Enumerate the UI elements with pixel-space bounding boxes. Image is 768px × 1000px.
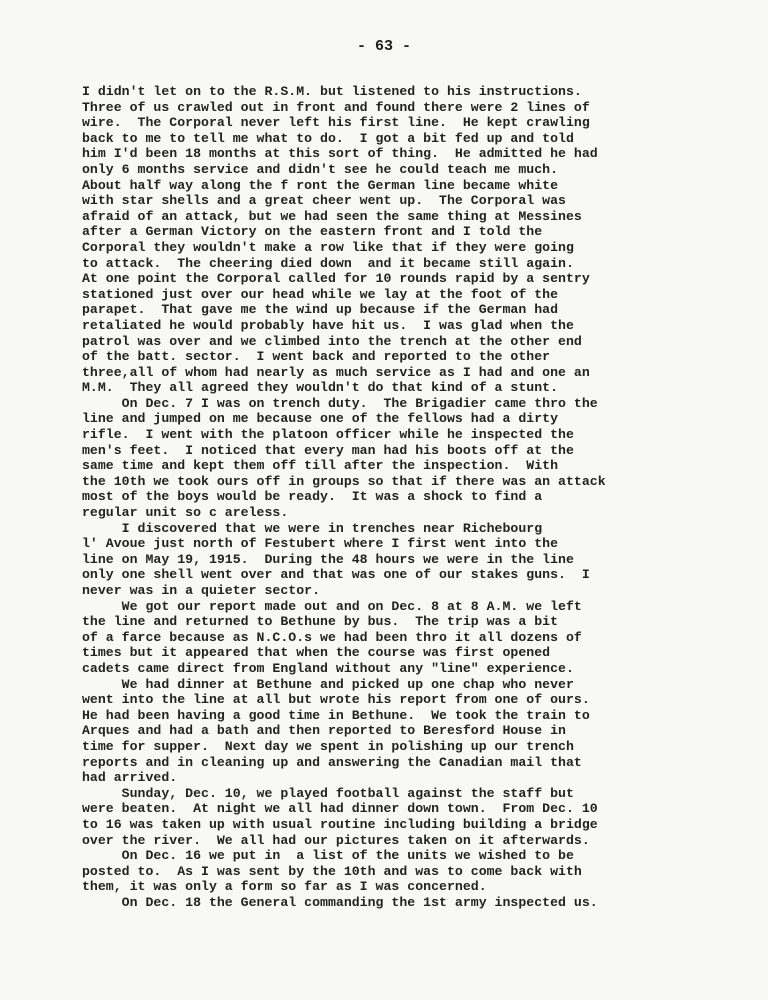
text-line: On Dec. 7 I was on trench duty. The Brigadier came thro the bbox=[82, 395, 598, 411]
text-line: of the batt. sector. I went back and reported to the other bbox=[82, 349, 551, 365]
text-line: cadets came direct from England without any "line" experience. bbox=[82, 660, 574, 676]
text-line: him I'd been 18 months at this sort of thing. He admitted he had bbox=[82, 146, 598, 162]
page-number: - 63 - bbox=[356, 38, 411, 55]
text-line: line and jumped on me because one of the fellows had a dirty bbox=[82, 411, 559, 427]
text-line: On Dec. 18 the General commanding the 1st army inspected us. bbox=[82, 894, 598, 910]
text-line: had arrived. bbox=[82, 770, 178, 786]
text-line: with star shells and a great cheer went up. The Corporal was bbox=[82, 193, 566, 209]
text-line: never was in a quieter sector. bbox=[82, 583, 321, 598]
text-line: parapet. That gave me the wind up because if the German had bbox=[82, 302, 559, 318]
text-line: back to me to tell me what to do. I got a bit fed up and told bbox=[82, 130, 574, 146]
text-line: At one point the Corporal called for 10 rounds rapid by a sentry bbox=[82, 271, 590, 287]
text-line: Arques and had a bath and then reported to Beresford House in bbox=[82, 723, 566, 739]
text-line: On Dec. 16 we put in a list of the units we wished to be bbox=[82, 848, 574, 864]
text-line: them, it was only a form so far as I was concerned. bbox=[82, 879, 487, 895]
text-line: stationed just over our head while we lay at the foot of the bbox=[82, 286, 559, 302]
text-line: l' Avoue just north of Festubert where I first went into the bbox=[82, 536, 559, 552]
text-line: time for supper. Next day we spent in polishing up our trench bbox=[82, 738, 574, 754]
text-line: He had been having a good time in Bethune. We took the train to bbox=[82, 707, 590, 723]
text-line: most of the boys would be ready. It was a shock to find a bbox=[82, 489, 543, 505]
body-text bbox=[82, 84, 722, 910]
text-line: Three of us crawled out in front and found there were 2 lines of bbox=[82, 99, 590, 115]
text-line: to 16 was taken up with usual routine including building a bridge bbox=[82, 816, 598, 832]
text-line: to attack. The cheering died down and it became still again. bbox=[82, 255, 574, 271]
text-line: wire. The Corporal never left his first line. He kept crawling bbox=[82, 115, 590, 131]
text-line: same time and kept them off till after the inspection. With bbox=[82, 458, 559, 474]
text-line: rifle. I went with the platoon officer while he inspected the bbox=[82, 427, 574, 443]
text-line: the 10th we took ours off in groups so that if there was an attack bbox=[82, 473, 606, 489]
text-line: Sunday, Dec. 10, we played football against the staff but bbox=[82, 785, 574, 801]
text-line: only one shell went over and that was one of our stakes guns. I bbox=[82, 567, 590, 583]
text-line: I discovered that we were in trenches near Richebourg bbox=[82, 520, 543, 536]
text-line: were beaten. At night we all had dinner down town. From Dec. 10 bbox=[82, 801, 598, 817]
text-line: regular unit so c areless. bbox=[82, 505, 289, 521]
text-line: posted to. As I was sent by the 10th and was to come back with bbox=[82, 863, 582, 879]
text-line: over the river. We all had our pictures taken on it afterwards. bbox=[82, 832, 590, 848]
text-line: patrol was over and we climbed into the trench at the other end bbox=[82, 333, 582, 349]
text-line: times but it appeared that when the course was first opened bbox=[82, 645, 551, 661]
text-line: We got our report made out and on Dec. 8 at 8 A.M. we left bbox=[82, 598, 582, 614]
text-line: line on May 19, 1915. During the 48 hours we were in the line bbox=[82, 551, 574, 567]
text-line: only 6 months service and didn't see he could teach me much. bbox=[82, 161, 559, 177]
text-line: We had dinner at Bethune and picked up one chap who never bbox=[82, 676, 574, 692]
text-line: About half way along the f ront the German line became white bbox=[82, 177, 559, 193]
text-line: M.M. They all agreed they wouldn't do that kind of a stunt. bbox=[82, 380, 559, 396]
text-line: I didn't let on to the R.S.M. but listened to his instructions. bbox=[82, 84, 582, 99]
text-line: went into the line at all but wrote his report from one of ours. bbox=[82, 692, 590, 708]
text-line: Corporal they wouldn't make a row like that if they were going bbox=[82, 239, 574, 255]
text-line: afraid of an attack, but we had seen the same thing at Messines bbox=[82, 208, 582, 224]
text-line: reports and in cleaning up and answering the Canadian mail that bbox=[82, 754, 582, 770]
text-line: after a German Victory on the eastern front and I told the bbox=[82, 224, 543, 240]
text-line: the line and returned to Bethune by bus. The trip was a bit bbox=[82, 614, 559, 630]
text-line: men's feet. I noticed that every man had his boots off at the bbox=[82, 442, 574, 458]
text-line: of a farce because as N.C.O.s we had been thro it all dozens of bbox=[82, 629, 582, 645]
text-line: three,all of whom had nearly as much service as I had and one an bbox=[82, 364, 590, 380]
text-line: retaliated he would probably have hit us. I was glad when the bbox=[82, 317, 574, 333]
